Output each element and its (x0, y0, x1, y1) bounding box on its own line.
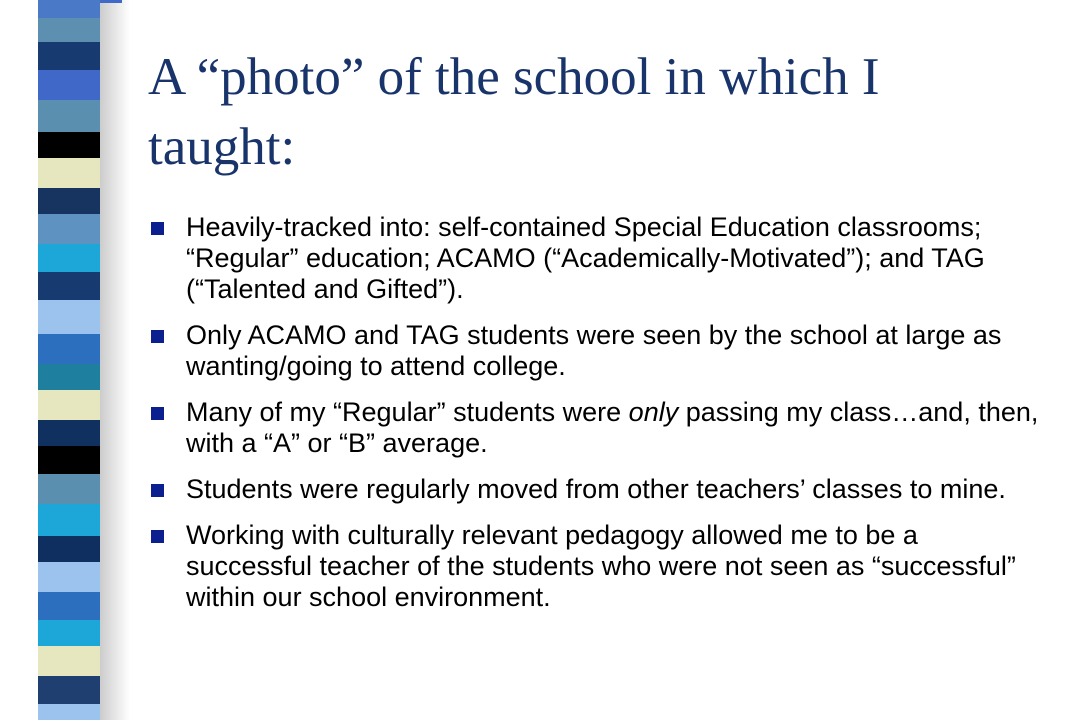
decorative-side-strip (38, 0, 100, 720)
strip-block (38, 244, 100, 272)
top-accent-tick (100, 0, 122, 3)
square-bullet-icon (151, 222, 164, 235)
strip-block (38, 390, 100, 420)
bullet-item-3 (150, 397, 1050, 459)
square-bullet-icon (151, 330, 164, 343)
strip-block (38, 446, 100, 474)
strip-block (38, 132, 100, 158)
strip-block (38, 70, 100, 100)
bullet-item-4 (150, 474, 1050, 505)
bullet-text: Working with culturally relevant pedagogy allowed me to be a successful teacher of the students who were not seen as “successful” within our school environment. (186, 520, 1016, 612)
strip-block (38, 676, 100, 704)
strip-block (38, 272, 100, 300)
strip-block (38, 592, 100, 620)
strip-block (38, 562, 100, 592)
strip-block (38, 42, 100, 70)
strip-block (38, 334, 100, 364)
strip-block (38, 364, 100, 390)
bullet-text-pre: Many of my “Regular” students were (186, 397, 629, 427)
strip-block (38, 646, 100, 676)
strip-block (38, 704, 100, 720)
bullet-text: Only ACAMO and TAG students were seen by the school at large as wanting/going to attend college. (186, 320, 1002, 381)
strip-shadow (100, 0, 130, 720)
bullet-text-emphasis: only (628, 397, 679, 427)
strip-block (38, 214, 100, 244)
strip-block (38, 158, 100, 188)
bullet-text: Heavily-tracked into: self-contained Special Education classrooms; “Regular” education; ACAMO (“Academically-Motivated”); and TAG (“Talented and Gifted”). (186, 212, 985, 304)
strip-block (38, 474, 100, 504)
square-bullet-icon (151, 530, 164, 543)
strip-block (38, 420, 100, 446)
strip-block (38, 504, 100, 536)
strip-block (38, 188, 100, 214)
bullet-list (150, 212, 1050, 628)
bullet-item-1 (150, 212, 1050, 305)
strip-block (38, 536, 100, 562)
square-bullet-icon (151, 407, 164, 420)
bullet-item-2 (150, 320, 1050, 382)
bullet-text: Students were regularly moved from other teachers’ classes to mine. (186, 474, 1006, 504)
strip-block (38, 0, 100, 18)
bullet-text-post: passing my class…and, then, with a “A” or “B” average. (186, 397, 1039, 458)
square-bullet-icon (151, 484, 164, 497)
slide-title: A “photo” of the school in which I taught: (148, 48, 880, 176)
strip-block (38, 300, 100, 334)
strip-block (38, 100, 100, 132)
strip-block (38, 620, 100, 646)
strip-block (38, 18, 100, 42)
bullet-item-5 (150, 520, 1050, 613)
